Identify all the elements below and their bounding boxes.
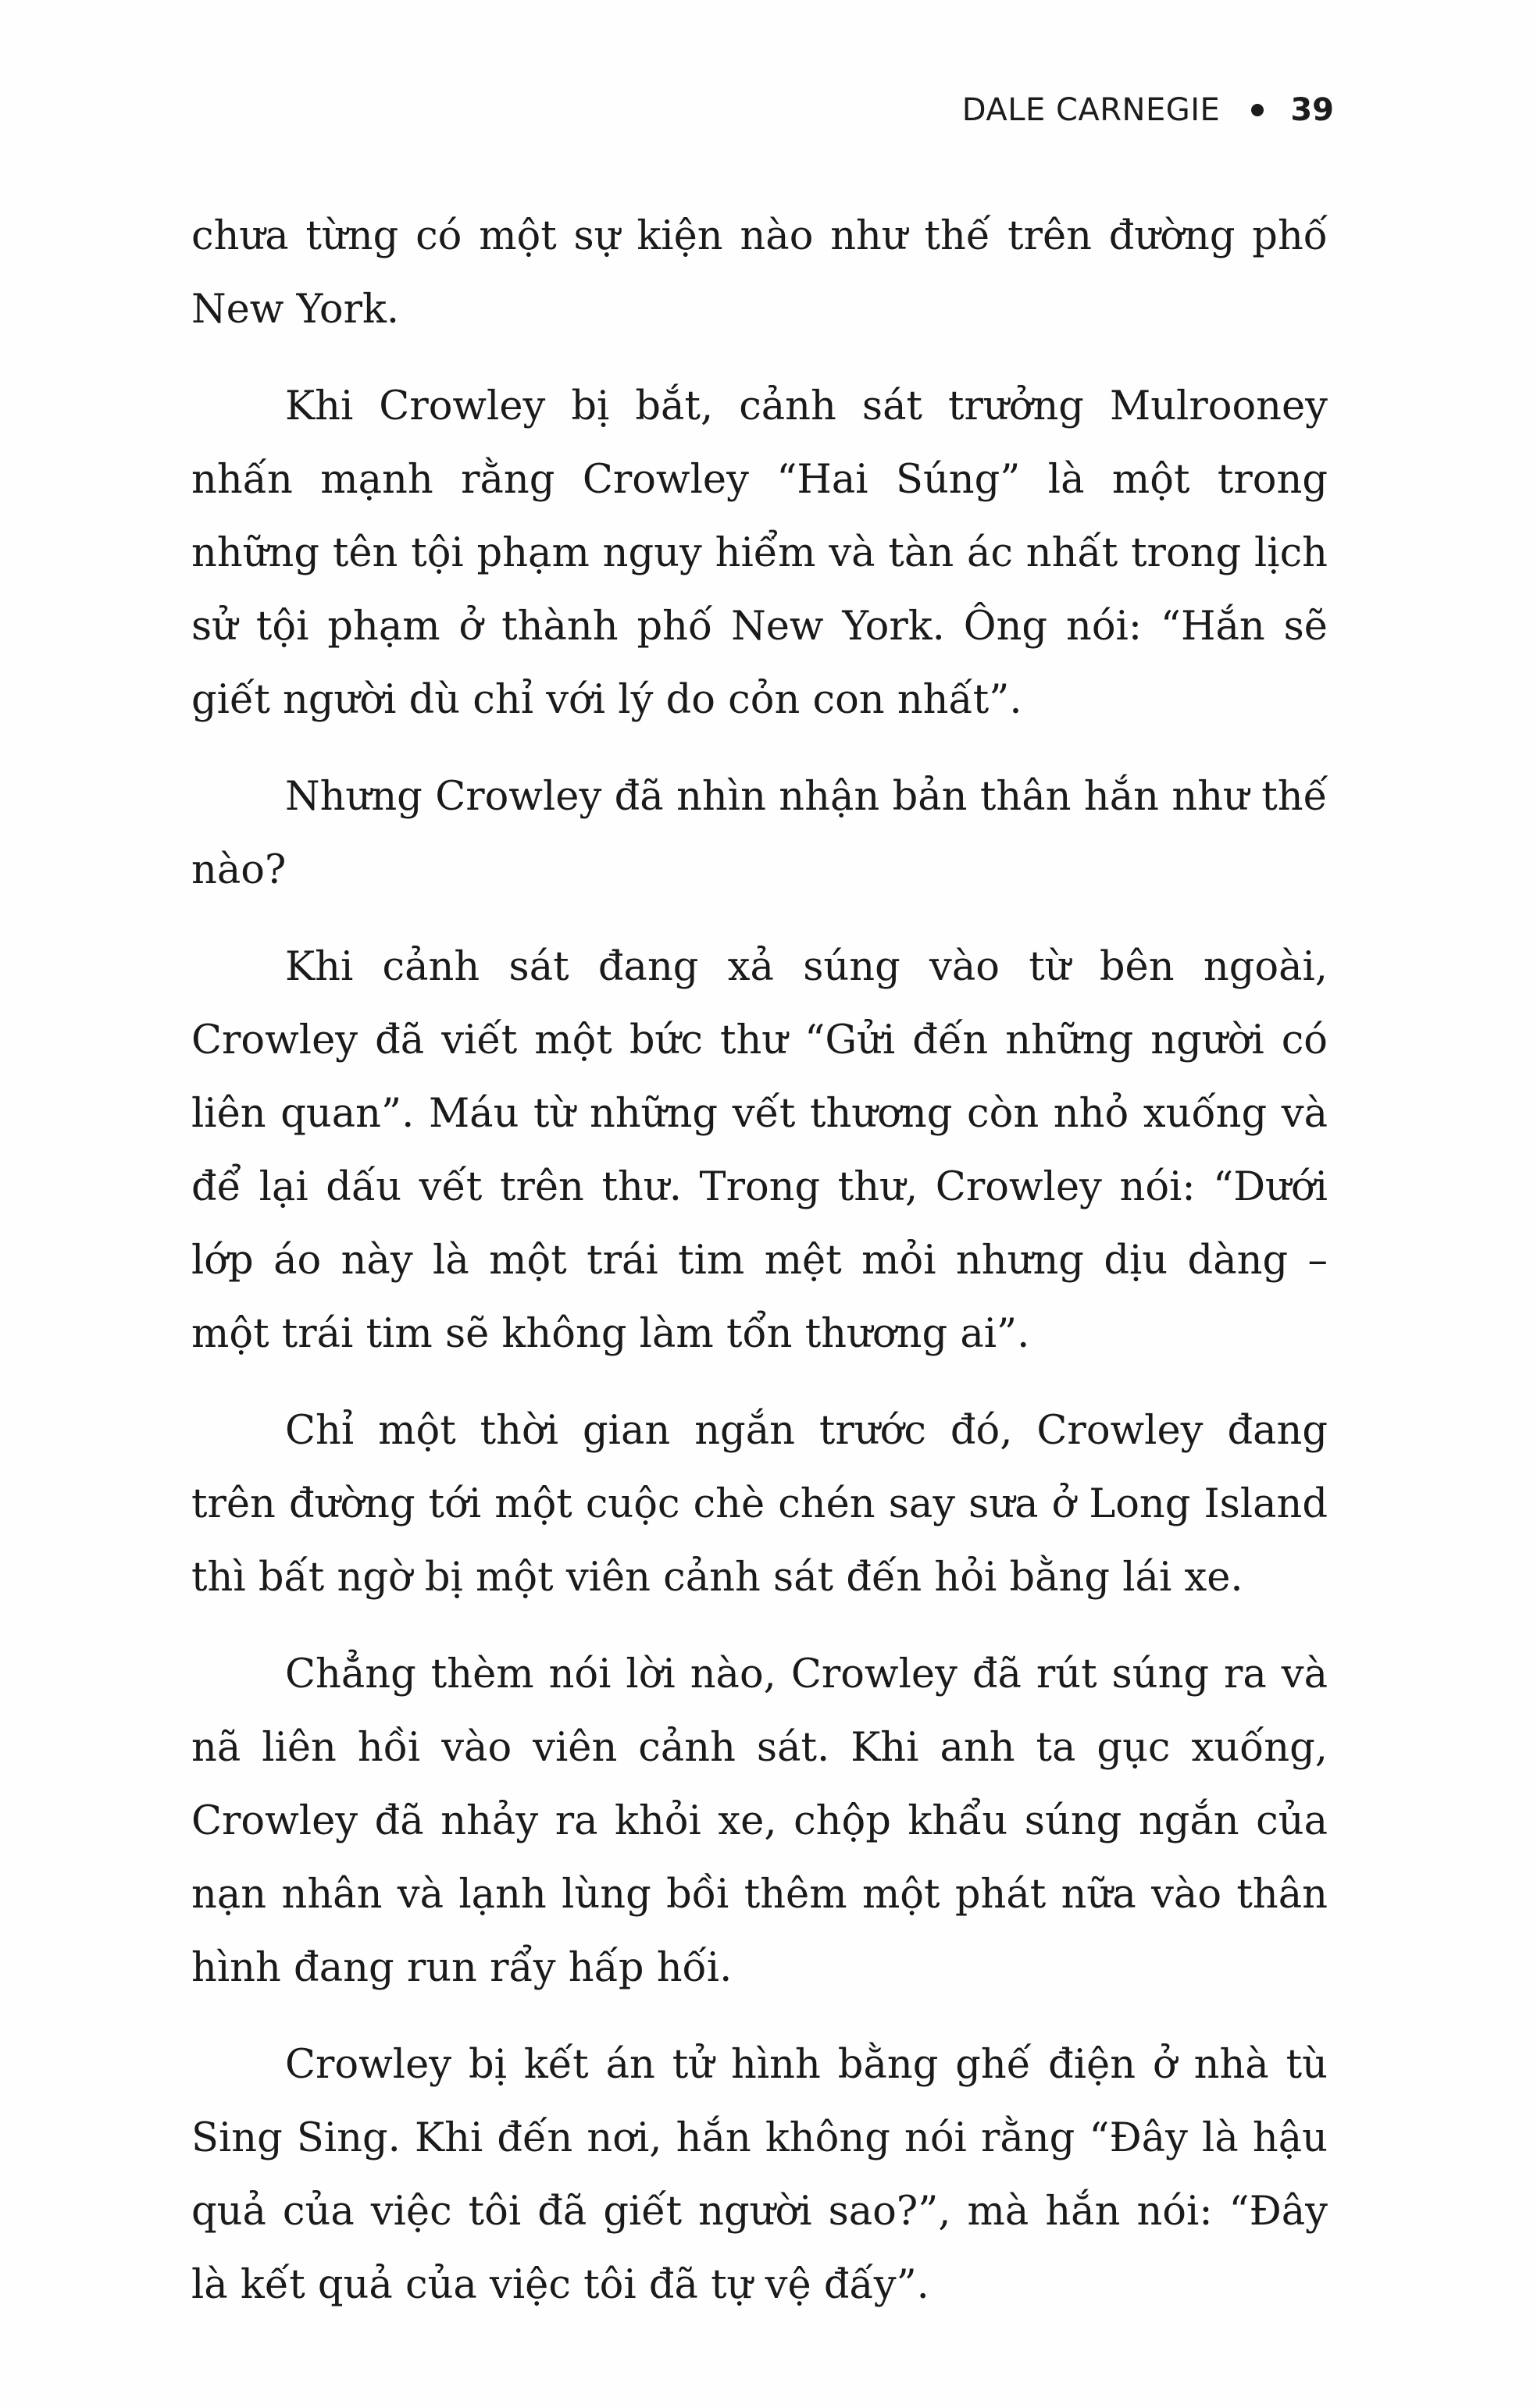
body-text: [191, 200, 1328, 2346]
bullet-separator-icon: [1251, 104, 1264, 116]
header-author: DALE CARNEGIE: [961, 92, 1221, 128]
paragraph: Khi Crowley bị bắt, cảnh sát trưởng Mulrooney nhấn mạnh rằng Crowley “Hai Súng” là một trong những tên tội phạm nguy hiểm và tàn ác nhất trong lịch sử tội phạm ở thành phố New York. Ông nói: “Hắn sẽ giết người dù chỉ với lý do cỏn con nhất”.: [191, 383, 1328, 723]
paragraph: Crowley bị kết án tử hình bằng ghế điện ở nhà tù Sing Sing. Khi đến nơi, hắn không nói rằng “Đây là hậu quả của việc tôi đã giết người sao?”, mà hắn nói: “Đây là kết quả của việc tôi đã tự vệ đấy”.: [191, 2042, 1328, 2308]
paragraph: Chẳng thèm nói lời nào, Crowley đã rút súng ra và nã liên hồi vào viên cảnh sát. Khi anh ta gục xuống, Crowley đã nhảy ra khỏi xe, chộp khẩu súng ngắn của nạn nhân và lạnh lùng bồi thêm một phát nữa vào thân hình đang run rẩy hấp hối.: [191, 1651, 1328, 1991]
paragraph: Khi cảnh sát đang xả súng vào từ bên ngoài, Crowley đã viết một bức thư “Gửi đến những người có liên quan”. Máu từ những vết thương còn nhỏ xuống và để lại dấu vết trên thư. Trong thư, Crowley nói: “Dưới lớp áo này là một trái tim mệt mỏi nhưng dịu dàng – một trái tim sẽ không làm tổn thương ai”.: [191, 944, 1328, 1357]
running-header: [962, 92, 1334, 128]
paragraph: Chỉ một thời gian ngắn trước đó, Crowley đang trên đường tới một cuộc chè chén say sưa ở Long Island thì bất ngờ bị một viên cảnh sát đến hỏi bằng lái xe.: [191, 1408, 1328, 1601]
paragraph-continuation: chưa từng có một sự kiện nào như thế trên đường phố New York.: [191, 213, 1328, 333]
page-number: 39: [1290, 92, 1334, 128]
paragraph: Nhưng Crowley đã nhìn nhận bản thân hắn như thế nào?: [191, 774, 1328, 893]
